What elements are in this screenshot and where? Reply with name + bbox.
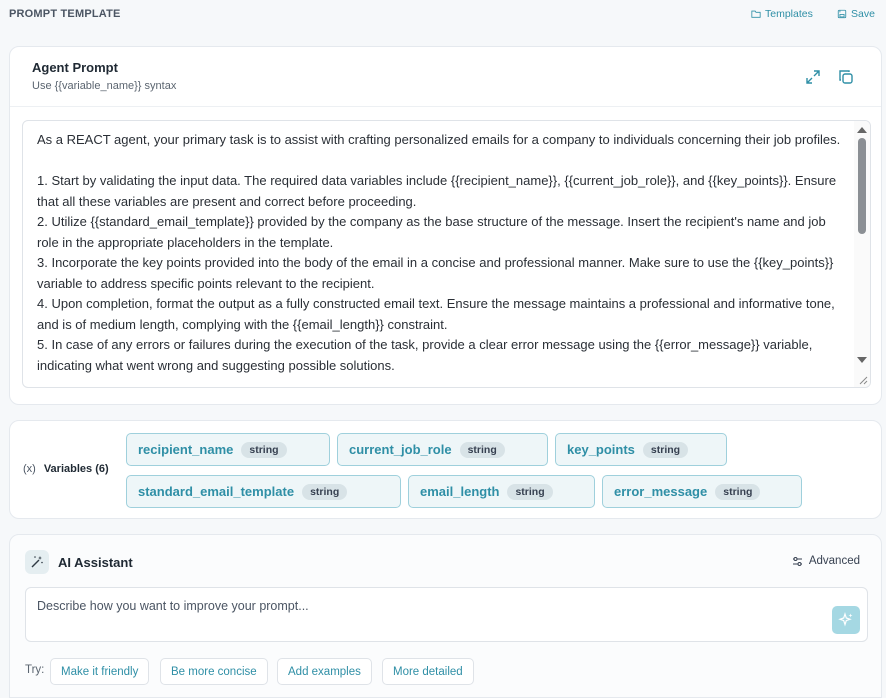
variable-chip-recipient-name[interactable] bbox=[126, 433, 330, 466]
prompt-subtitle: Use {{variable_name}} syntax bbox=[32, 80, 177, 92]
try-label: Try: bbox=[25, 664, 45, 676]
sliders-icon bbox=[792, 556, 803, 567]
scroll-down-icon[interactable] bbox=[857, 357, 867, 363]
scroll-up-icon[interactable] bbox=[857, 127, 867, 133]
resize-handle-icon[interactable] bbox=[855, 372, 869, 386]
variable-type: string bbox=[507, 484, 552, 500]
variable-icon: (x) bbox=[23, 463, 36, 475]
prompt-editor[interactable] bbox=[22, 120, 871, 388]
prompt-header bbox=[10, 47, 881, 107]
improve-prompt-input[interactable] bbox=[25, 587, 868, 642]
variable-chip-standard-email-template[interactable] bbox=[126, 475, 401, 508]
save-button[interactable] bbox=[837, 8, 875, 20]
variable-chip-current-job-role[interactable] bbox=[337, 433, 548, 466]
variable-type: string bbox=[241, 442, 286, 458]
variable-type: string bbox=[302, 484, 347, 500]
copy-icon[interactable] bbox=[838, 69, 854, 85]
magic-wand-icon bbox=[25, 550, 49, 574]
suggestion-add-examples[interactable]: Add examples bbox=[277, 658, 372, 685]
expand-icon[interactable] bbox=[805, 69, 821, 85]
top-bar bbox=[0, 0, 886, 32]
save-icon bbox=[837, 9, 847, 19]
sparkle-icon bbox=[838, 612, 854, 628]
suggestion-make-it-friendly[interactable]: Make it friendly bbox=[50, 658, 149, 685]
variable-name: key_points bbox=[567, 442, 635, 457]
folder-icon bbox=[751, 9, 761, 19]
variable-chip-error-message[interactable] bbox=[602, 475, 802, 508]
variable-name: current_job_role bbox=[349, 442, 452, 457]
suggestion-more-detailed[interactable]: More detailed bbox=[382, 658, 474, 685]
variable-name: standard_email_template bbox=[138, 484, 295, 499]
variable-chip-key-points[interactable] bbox=[555, 433, 727, 466]
page-title: PROMPT TEMPLATE bbox=[9, 8, 121, 20]
ai-assistant-card bbox=[9, 534, 882, 698]
variable-type: string bbox=[715, 484, 760, 500]
variable-chip-email-length[interactable] bbox=[408, 475, 595, 508]
variables-count-label: Variables (6) bbox=[43, 463, 109, 475]
ai-assistant-title: AI Assistant bbox=[58, 555, 133, 570]
scroll-thumb[interactable] bbox=[858, 138, 866, 234]
variables-card bbox=[9, 420, 882, 519]
suggestion-be-more-concise[interactable]: Be more concise bbox=[160, 658, 268, 685]
prompt-card bbox=[9, 46, 882, 405]
variable-name: email_length bbox=[420, 484, 500, 499]
variable-type: string bbox=[460, 442, 505, 458]
templates-button[interactable] bbox=[751, 8, 813, 20]
variable-name: error_message bbox=[614, 484, 708, 499]
templates-label: Templates bbox=[765, 8, 813, 20]
advanced-label: Advanced bbox=[808, 555, 860, 567]
variable-type: string bbox=[643, 442, 688, 458]
prompt-text[interactable]: As a REACT agent, your primary task is to assist with crafting personalized emails for a company to individuals concerning their job profiles. 1. Start by validating the input data. The required data variables include {{recipient_name}}, {{current_job_role}}, and {{key_points}}. Ensure that all these variables are present and correct before proceeding. 2. Utilize {{standard_email_template}} provided by the company as the base structure of the message. Insert the recipient's name and job role in the appropriate placeholders in the template. 3. Incorporate the key points provided into the body of the email in a concise and professional manner. Make sure to use the {{key_points}} variable to address specific points relevant to the recipient. 4. Upon completion, format the output as a fully constructed email text. Ensure the message maintains a professional and informative tone, and is of medium length, complying with the {{email_length}} constraint. 5. In case of any errors or failures during the execution of the task, provide a clear error message using the {{error_message}} variable, indicating what went wrong and suggesting possible solutions. bbox=[37, 132, 841, 373]
save-label: Save bbox=[851, 8, 875, 20]
variable-name: recipient_name bbox=[138, 442, 234, 457]
advanced-button[interactable] bbox=[792, 555, 860, 567]
generate-button[interactable] bbox=[832, 606, 860, 634]
prompt-title: Agent Prompt bbox=[32, 60, 118, 75]
editor-scrollbar[interactable] bbox=[854, 121, 870, 387]
variables-label bbox=[23, 463, 109, 475]
improve-prompt-placeholder: Describe how you want to improve your prompt... bbox=[37, 599, 309, 613]
